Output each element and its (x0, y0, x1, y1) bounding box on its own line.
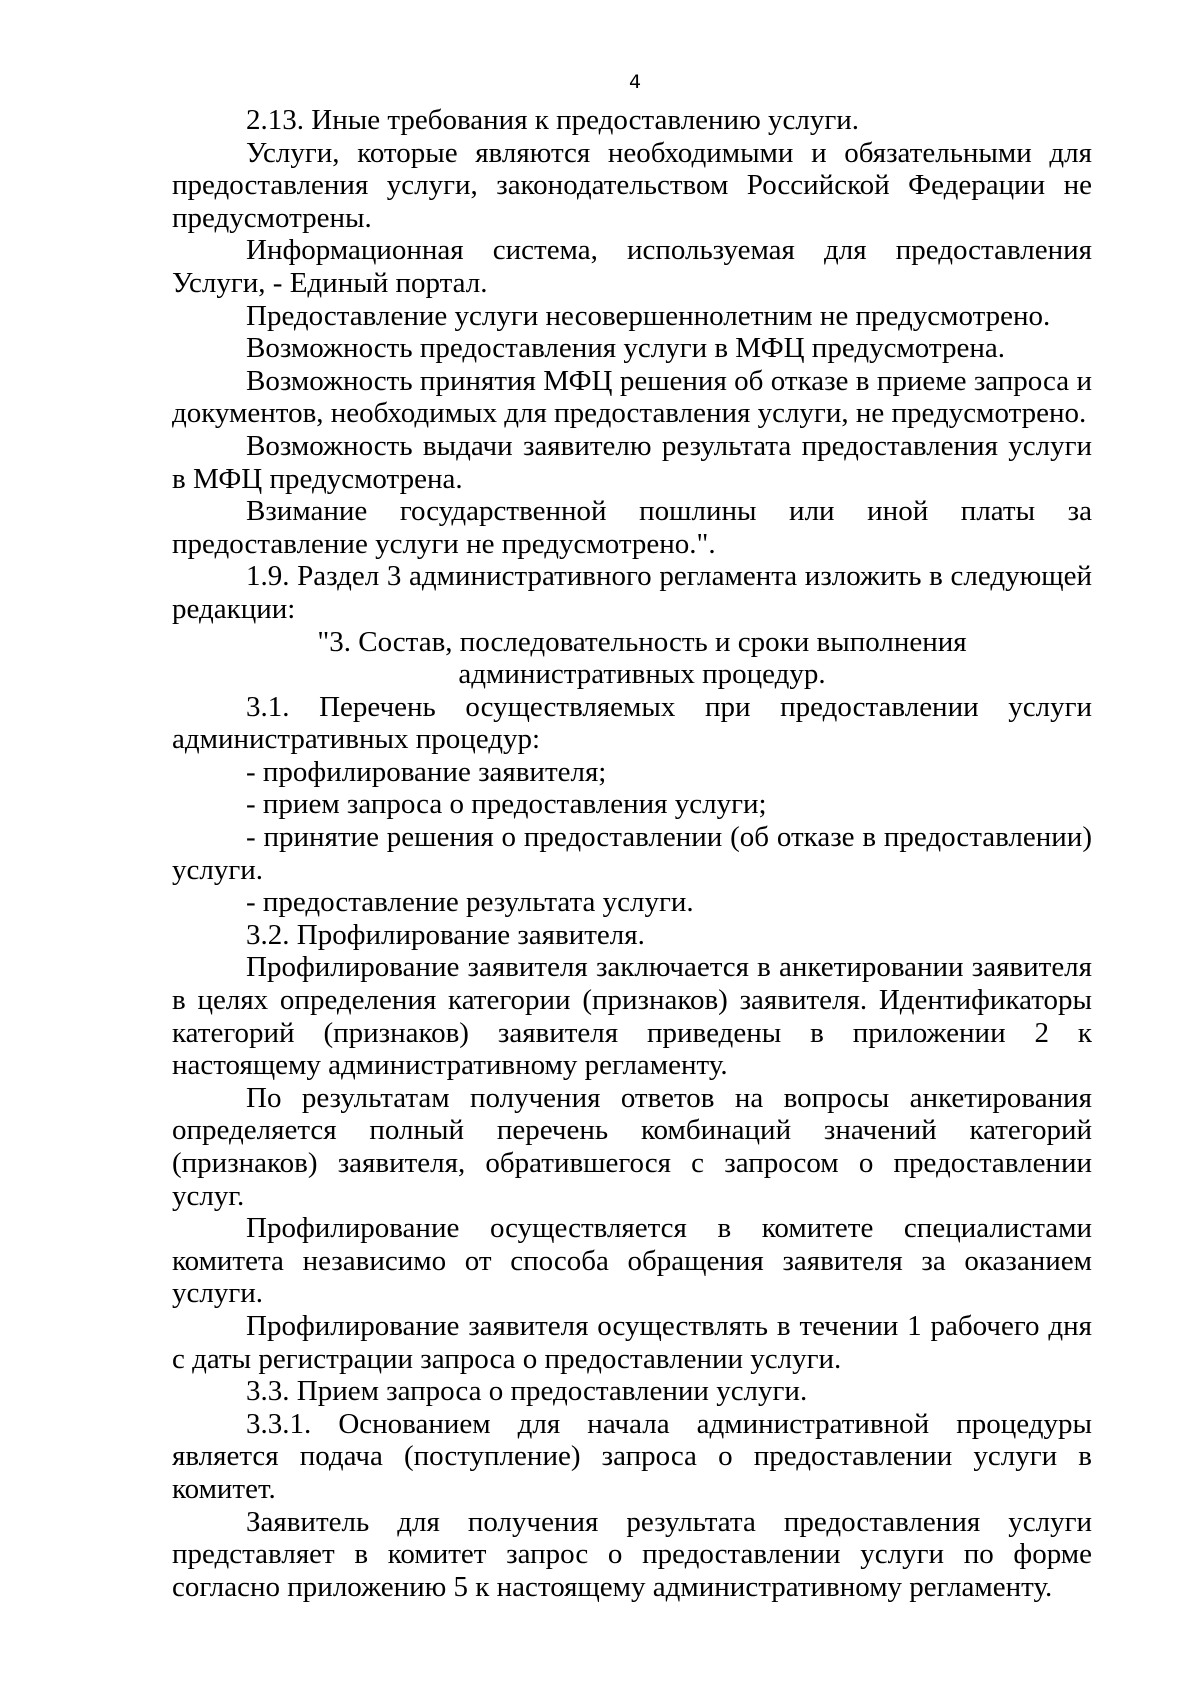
paragraph-information-system: Информационная система, используемая для предоставления Услуги, - Единый портал. (172, 234, 1092, 299)
section-3-heading (172, 626, 1092, 691)
paragraph-profiling-description: Профилирование заявителя заключается в анкетировании заявителя в целях определения категории (признаков) заявителя. Идентификаторы категорий (признаков) заявителя приведены в приложении 2 к настоящему административному регламенту. (172, 951, 1092, 1082)
list-item-result: - предоставление результата услуги. (246, 886, 694, 919)
section-3-heading-line-1: "3. Состав, последовательность и сроки выполнения (317, 625, 967, 658)
document-body (172, 104, 1092, 1603)
paragraph-3-3-title: 3.3. Прием запроса о предоставлении услуги. (246, 1375, 808, 1408)
paragraph-section-3-edit: 1.9. Раздел 3 административного регламента изложить в следующей редакции: (172, 560, 1092, 625)
paragraph-mfc-possibility: Возможность предоставления услуги в МФЦ предусмотрена. (246, 332, 1005, 365)
paragraph-applicant-request: Заявитель для получения результата предоставления услуги представляет в комитет запрос о предоставлении услуги по форме согласно приложению 5 к настоящему административному регламенту. (172, 1505, 1092, 1603)
list-item-profiling: - профилирование заявителя; (246, 755, 607, 788)
paragraph-profiling-deadline: Профилирование заявителя осуществлять в течении 1 рабочего дня с даты регистрации запроса о предоставлении услуги. (172, 1309, 1092, 1375)
paragraph-profiling-results: По результатам получения ответов на вопросы анкетирования определяется полный перечень комбинаций значений категорий (признаков) заявителя, обратившегося с запросом о предоставлении услуг. (172, 1081, 1092, 1212)
page-number: 4 (628, 71, 642, 93)
section-3-heading-line-2: административных процедур. (458, 658, 826, 691)
paragraph-mfc-result: Возможность выдачи заявителю результата предоставления услуги в МФЦ предусмотрена. (172, 429, 1092, 495)
paragraph-3-3-1: 3.3.1. Основанием для начала административной процедуры является подача (поступление) запроса о предоставлении услуги в комитет. (172, 1407, 1092, 1505)
list-item-request-intake: - прием запроса о предоставления услуги; (246, 788, 767, 821)
paragraph-minors: Предоставление услуги несовершеннолетним не предусмотрено. (246, 299, 1051, 332)
paragraph-services-required: Услуги, которые являются необходимыми и обязательными для предоставления услуги, законодательством Российской Федерации не предусмотрены. (172, 136, 1092, 234)
paragraph-3-1-list-intro: 3.1. Перечень осуществляемых при предоставлении услуги административных процедур: (172, 690, 1092, 756)
paragraph-fee: Взимание государственной пошлины или иной платы за предоставление услуги не предусмотрено.". (172, 495, 1092, 560)
paragraph-3-2-title: 3.2. Профилирование заявителя. (246, 918, 645, 951)
paragraph-mfc-refusal: Возможность принятия МФЦ решения об отказе в приеме запроса и документов, необходимых для предоставления услуги, не предусмотрено. (172, 364, 1092, 430)
list-item-decision: - принятие решения о предоставлении (об отказе в предоставлении) услуги. (172, 821, 1092, 886)
paragraph-profiling-committee: Профилирование осуществляется в комитете специалистами комитета независимо от способа обращения заявителя за оказанием услуги. (172, 1212, 1092, 1310)
paragraph-2-13-title: 2.13. Иные требования к предоставлению услуги. (246, 104, 859, 136)
